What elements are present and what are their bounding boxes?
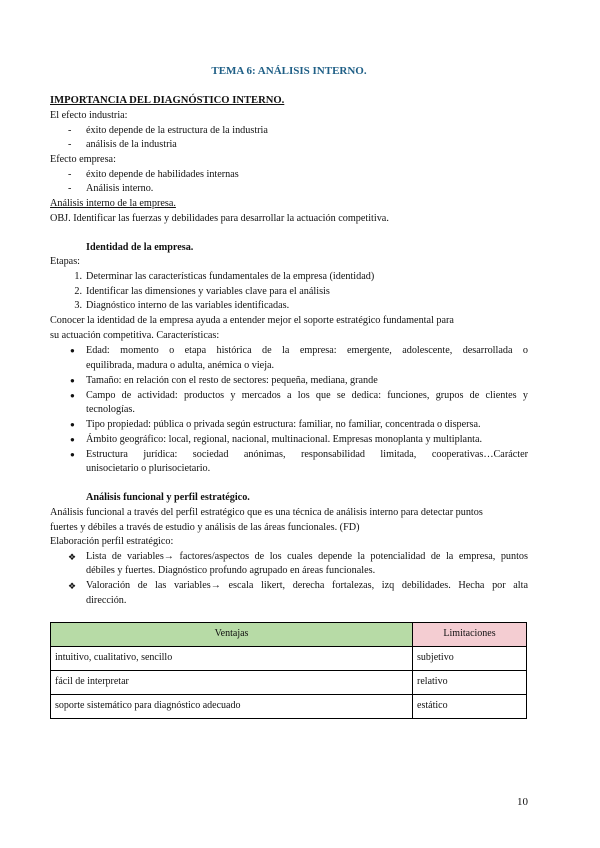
table-header-ventajas: Ventajas xyxy=(51,623,413,647)
perfil-item-lista-cont: débiles y fuertes. Diagnóstico profundo agrupado en áreas funcionales. xyxy=(86,565,376,576)
bullet-icon: ● xyxy=(70,435,75,444)
identidad-intro: su actuación competitiva. Características: xyxy=(50,330,220,341)
table-header-limitaciones: Limitaciones xyxy=(413,623,527,647)
elaboracion-label: Elaboración perfil estratégico: xyxy=(50,536,174,547)
dash-marker: - xyxy=(68,169,72,180)
perfil-item-lista: Lista de variables→ factores/aspectos de los cuales depende la potencialidad de la empresa, puntos xyxy=(86,551,528,562)
step-item: Diagnóstico interno de las variables identificadas. xyxy=(86,300,290,311)
bullet-item-juridica-cont: unisocietario o plurisocietario. xyxy=(86,463,211,474)
step-number: 2. xyxy=(74,286,82,297)
section-heading-importancia: IMPORTANCIA DEL DIAGNÓSTICO INTERNO. xyxy=(50,95,285,106)
bullet-icon: ● xyxy=(70,346,75,355)
perfil-item-valoracion-cont: dirección. xyxy=(86,595,127,606)
empresa-item: éxito depende de habilidades internas xyxy=(86,169,239,180)
industria-item: éxito depende de la estructura de la industria xyxy=(86,125,268,136)
bullet-item-propiedad: Tipo propiedad: pública o privada según estructura: familiar, no familiar, concentrada o dispersa. xyxy=(86,419,481,430)
table-row xyxy=(51,695,527,719)
funcional-paragraph: Análisis funcional a través del perfil estratégico que es una técnica de análisis interno para detectar puntos xyxy=(50,507,483,518)
table-cell: relativo xyxy=(413,671,527,695)
bullet-icon: ● xyxy=(70,391,75,400)
dash-marker: - xyxy=(68,125,72,136)
table-row xyxy=(51,647,527,671)
identidad-intro: Conocer la identidad de la empresa ayuda a entender mejor el soporte estratégico fundamental para xyxy=(50,315,454,326)
perfil-item-valoracion: Valoración de las variables→ escala likert, derecha fortalezas, izq debilidades. Hecha por alta xyxy=(86,580,528,591)
table-cell: intuitivo, cualitativo, sencillo xyxy=(51,647,413,671)
bullet-item-edad-cont: equilibrada, madura o adulta, anémica o vieja. xyxy=(86,360,275,371)
table-cell: estático xyxy=(413,695,527,719)
industria-item: análisis de la industria xyxy=(86,139,177,150)
dash-marker: - xyxy=(68,183,72,194)
efecto-industria-label: El efecto industria: xyxy=(50,110,128,121)
funcional-paragraph: fuertes y débiles a través de estudio y análisis de las áreas funcionales. (FD) xyxy=(50,522,360,533)
table-cell: subjetivo xyxy=(413,647,527,671)
table-cell: soporte sistemático para diagnóstico adecuado xyxy=(51,695,413,719)
page-number: 10 xyxy=(517,796,528,808)
bullet-item-campo-cont: tecnologías. xyxy=(86,404,135,415)
bullet-item-tamano: Tamaño: en relación con el resto de sectores: pequeña, mediana, grande xyxy=(86,375,378,386)
step-item: Determinar las características fundamentales de la empresa (identidad) xyxy=(86,271,375,282)
ventajas-limitaciones-table xyxy=(50,622,527,719)
page-title: TEMA 6: ANÁLISIS INTERNO. xyxy=(211,65,367,77)
bullet-item-juridica: Estructura jurídica: sociedad anónimas, responsabilidad limitada, cooperativas…Carácter xyxy=(86,449,528,460)
bullet-icon: ● xyxy=(70,450,75,459)
step-number: 3. xyxy=(74,300,82,311)
bullet-item-ambito: Ámbito geográfico: local, regional, nacional, multinacional. Empresas monoplanta y multiplanta. xyxy=(86,434,483,445)
empresa-item: Análisis interno. xyxy=(86,183,154,194)
step-item: Identificar las dimensiones y variables clave para el análisis xyxy=(86,286,330,297)
bullet-item-edad: Edad: momento o etapa histórica de la empresa: emergente, adolescente, desarrollada o xyxy=(86,345,528,356)
table-header-row xyxy=(51,623,527,647)
etapas-label: Etapas: xyxy=(50,256,80,267)
table-row xyxy=(51,671,527,695)
diamond-bullet-icon: ❖ xyxy=(68,581,77,591)
section-heading-identidad: Identidad de la empresa. xyxy=(86,242,194,253)
table-cell: fácil de interpretar xyxy=(51,671,413,695)
section-heading-funcional: Análisis funcional y perfil estratégico. xyxy=(86,492,250,503)
diamond-bullet-icon: ❖ xyxy=(68,552,77,562)
step-number: 1. xyxy=(74,271,82,282)
bullet-icon: ● xyxy=(70,376,75,385)
bullet-icon: ● xyxy=(70,420,75,429)
dash-marker: - xyxy=(68,139,72,150)
analisis-interno-label: Análisis interno de la empresa. xyxy=(50,198,176,209)
bullet-item-campo: Campo de actividad: productos y mercados a los que se dedica: funciones, grupos de clientes y xyxy=(86,390,528,401)
efecto-empresa-label: Efecto empresa: xyxy=(50,154,116,165)
objective-text: OBJ. Identificar las fuerzas y debilidades para desarrollar la actuación competitiva. xyxy=(50,213,389,224)
